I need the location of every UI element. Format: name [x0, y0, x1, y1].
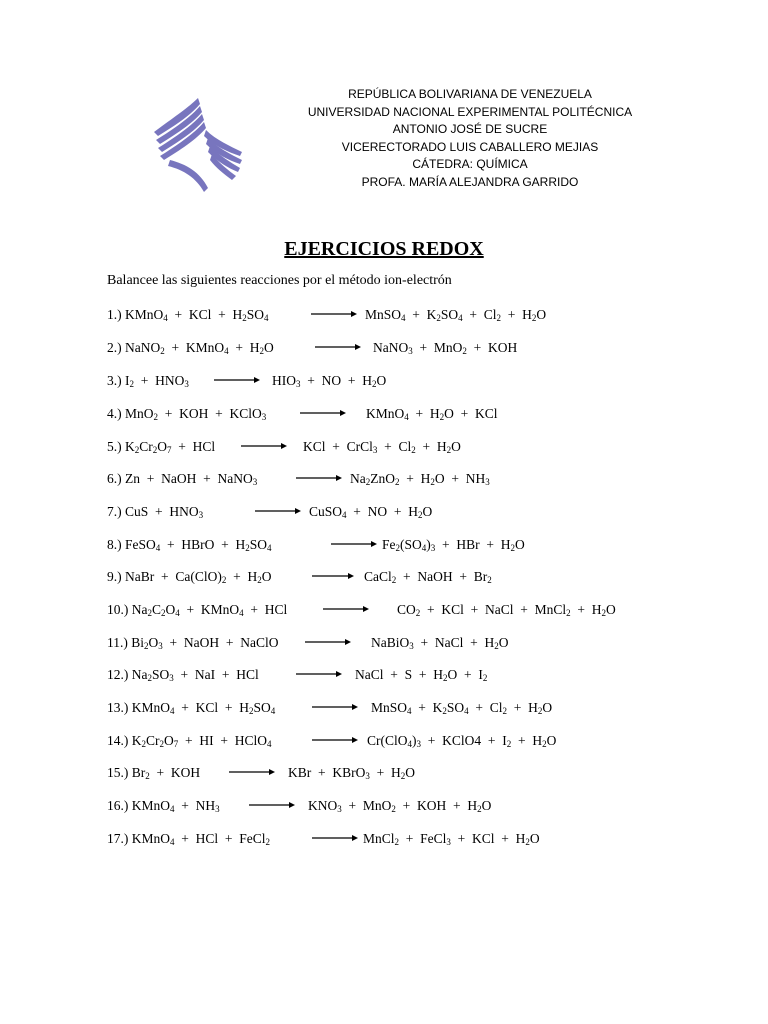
exercise-reactants: KMnO$_4$ + KCl + $H_2SO_4$ [125, 307, 269, 323]
exercise-left-side [107, 502, 203, 522]
exercise-left-side [107, 535, 272, 555]
instructions-text: Balancee las siguientes reacciones por el método ion-electrón [107, 273, 452, 288]
exercise-number: 1.) [107, 307, 122, 322]
header-line-1: REPÚBLICA BOLIVARIANA DE VENEZUELA [348, 87, 592, 101]
exercise-products: NaCl + $S + H_2O + I_2$ [355, 667, 488, 683]
exercise-products: NaNO$_3$ + MnO$_2$ + KOH [373, 340, 518, 356]
reaction-arrow-icon [312, 702, 358, 712]
exercise-reactants: $Br_2$ + KOH [131, 765, 201, 781]
exercise-products: MnSO$_4$ + $K_2SO_4 + Cl_2 + H_2O$ [365, 307, 547, 323]
exercise-left-side [107, 698, 275, 718]
exercise-row [0, 567, 768, 587]
reaction-arrow-icon [300, 408, 346, 418]
page-title: EJERCICIOS REDOX [284, 238, 484, 260]
exercise-number: 14.) [107, 733, 129, 748]
exercise-products: CaCl$_2$ + NaOH + $Br_2$ [364, 569, 492, 585]
exercise-row [0, 371, 768, 391]
reaction-arrow-icon [296, 473, 342, 483]
reaction-arrow-icon [312, 735, 358, 745]
exercise-reactants: $Bi_2O_3$ + NaOH + NaClO [131, 635, 279, 651]
exercise-left-side [107, 600, 287, 620]
exercise-left-side [107, 305, 269, 325]
reaction-arrow-icon [249, 800, 295, 810]
exercise-reactants: Zn + NaOH + NaNO$_3$ [125, 471, 258, 487]
exercise-products: $HIO_3$ + NO + $H_2O$ [272, 373, 387, 389]
exercise-left-side [107, 567, 271, 587]
exercise-left-side [107, 437, 215, 457]
exercise-reactants: $Na_2SO_3$ + NaI + HCl [131, 667, 259, 683]
reaction-arrow-icon [315, 342, 361, 352]
reaction-arrow-icon [296, 669, 342, 679]
exercise-left-side [107, 469, 257, 489]
header-line-5: CÁTEDRA: QUÍMICA [412, 157, 528, 171]
exercise-left-side [107, 665, 259, 685]
exercise-number: 6.) [107, 471, 122, 486]
exercise-left-side [107, 404, 266, 424]
exercise-products: CuSO$_4$ + NO + $H_2O$ [309, 504, 433, 520]
exercise-left-side [107, 829, 270, 849]
exercise-reactants: KMnO$_4$ + KCl + $H_2SO_4$ [131, 700, 276, 716]
exercise-number: 17.) [107, 831, 129, 846]
exercise-products: $Cr(ClO_4)_3$ + KClO4 + $I_2 + H_2O$ [367, 733, 557, 749]
reaction-arrow-icon [305, 637, 351, 647]
exercise-number: 9.) [107, 569, 122, 584]
exercise-row [0, 796, 768, 816]
exercise-products: KMnO$_4$ + $H_2O$ + KCl [366, 406, 498, 422]
exercise-reactants: $K_2Cr_2O_7$ + HI + HClO$_4$ [131, 733, 272, 749]
exercise-row [0, 731, 768, 751]
header-line-6: PROFA. MARÍA ALEJANDRA GARRIDO [361, 174, 579, 189]
reaction-arrow-icon [241, 441, 287, 451]
reaction-arrow-icon [229, 767, 275, 777]
exercise-number: 11.) [107, 635, 128, 650]
reaction-arrow-icon [311, 309, 357, 319]
header-line-3: ANTONIO JOSÉ DE SUCRE [392, 122, 548, 136]
reaction-arrow-icon [255, 506, 301, 516]
exercise-products: MnCl$_2$ + FeCl$_3$ + KCl + $H_2O$ [363, 831, 540, 847]
exercise-number: 8.) [107, 537, 122, 552]
exercise-left-side [107, 763, 200, 783]
header-line-4: VICERECTORADO LUIS CABALLERO MEJIAS [341, 139, 599, 154]
exercise-number: 15.) [107, 765, 129, 780]
exercise-left-side [107, 633, 278, 653]
reaction-arrow-icon [331, 539, 377, 549]
exercise-number: 2.) [107, 340, 122, 355]
exercise-reactants: FeSO$_4$ + HBrO + $H_2SO_4$ [125, 537, 272, 553]
exercise-row [0, 338, 768, 358]
exercise-row [0, 829, 768, 849]
exercise-row [0, 404, 768, 424]
exercise-row [0, 437, 768, 457]
exercise-reactants: MnO$_2$ + KOH + KClO$_3$ [125, 406, 267, 422]
exercise-number: 5.) [107, 439, 122, 454]
exercise-products: KBr + KBrO$_3$ + $H_2O$ [288, 765, 415, 781]
reaction-arrow-icon [214, 375, 260, 385]
exercise-row [0, 698, 768, 718]
exercise-row [0, 535, 768, 555]
exercise-number: 4.) [107, 406, 122, 421]
exercise-number: 16.) [107, 798, 129, 813]
exercise-products: KCl + CrCl$_3$ + $Cl_2 + H_2O$ [303, 439, 461, 455]
exercise-row [0, 469, 768, 489]
exercise-row [0, 665, 768, 685]
exercise-number: 12.) [107, 667, 129, 682]
exercise-products: $CO_2$ + KCl + NaCl + MnCl$_2$ + $H_2O$ [397, 602, 616, 618]
exercise-left-side [107, 731, 271, 751]
exercise-left-side [107, 338, 274, 358]
exercise-row [0, 633, 768, 653]
exercise-reactants: CuS + $HNO_3$ [125, 504, 204, 520]
exercise-products: $Na_2ZnO_2 + H_2O + NH_3$ [350, 471, 490, 487]
exercise-row [0, 305, 768, 325]
exercise-reactants: $K_2Cr_2O_7$ + HCl [125, 439, 216, 455]
reaction-arrow-icon [312, 571, 354, 581]
exercise-reactants: KMnO$_4$ + $NH_3$ [131, 798, 220, 814]
exercise-reactants: NaNO$_2$ + KMnO$_4$ + $H_2O$ [125, 340, 274, 356]
reaction-arrow-icon [312, 833, 358, 843]
exercise-left-side [107, 796, 220, 816]
exercise-reactants: $I_2 + HNO_3$ [125, 373, 189, 389]
exercise-number: 10.) [107, 602, 129, 617]
exercise-number: 13.) [107, 700, 129, 715]
exercise-products: MnSO$_4$ + $K_2SO_4 + Cl_2 + H_2O$ [371, 700, 553, 716]
exercise-row [0, 763, 768, 783]
exercise-number: 3.) [107, 373, 122, 388]
exercise-reactants: NaBr + $Ca(ClO)_2 + H_2O$ [125, 569, 272, 585]
exercise-left-side [107, 371, 189, 391]
exercise-row [0, 600, 768, 620]
reaction-arrow-icon [323, 604, 369, 614]
header-line-2: UNIVERSIDAD NACIONAL EXPERIMENTAL POLITÉCNICA [307, 104, 633, 119]
exercise-products: NaBiO$_3$ + NaCl + $H_2O$ [371, 635, 509, 651]
exercise-products: $KNO_3 + MnO_2$ + KOH + $H_2O$ [308, 798, 492, 814]
exercise-row [0, 502, 768, 522]
exercise-reactants: KMnO$_4$ + HCl + FeCl$_2$ [131, 831, 271, 847]
exercise-number: 7.) [107, 504, 122, 519]
exercise-products: $Fe_2(SO_4)_3$ + HBr + $H_2O$ [382, 537, 525, 553]
exercise-reactants: $Na_2C_2O_4$ + KMnO$_4$ + HCl [131, 602, 288, 618]
